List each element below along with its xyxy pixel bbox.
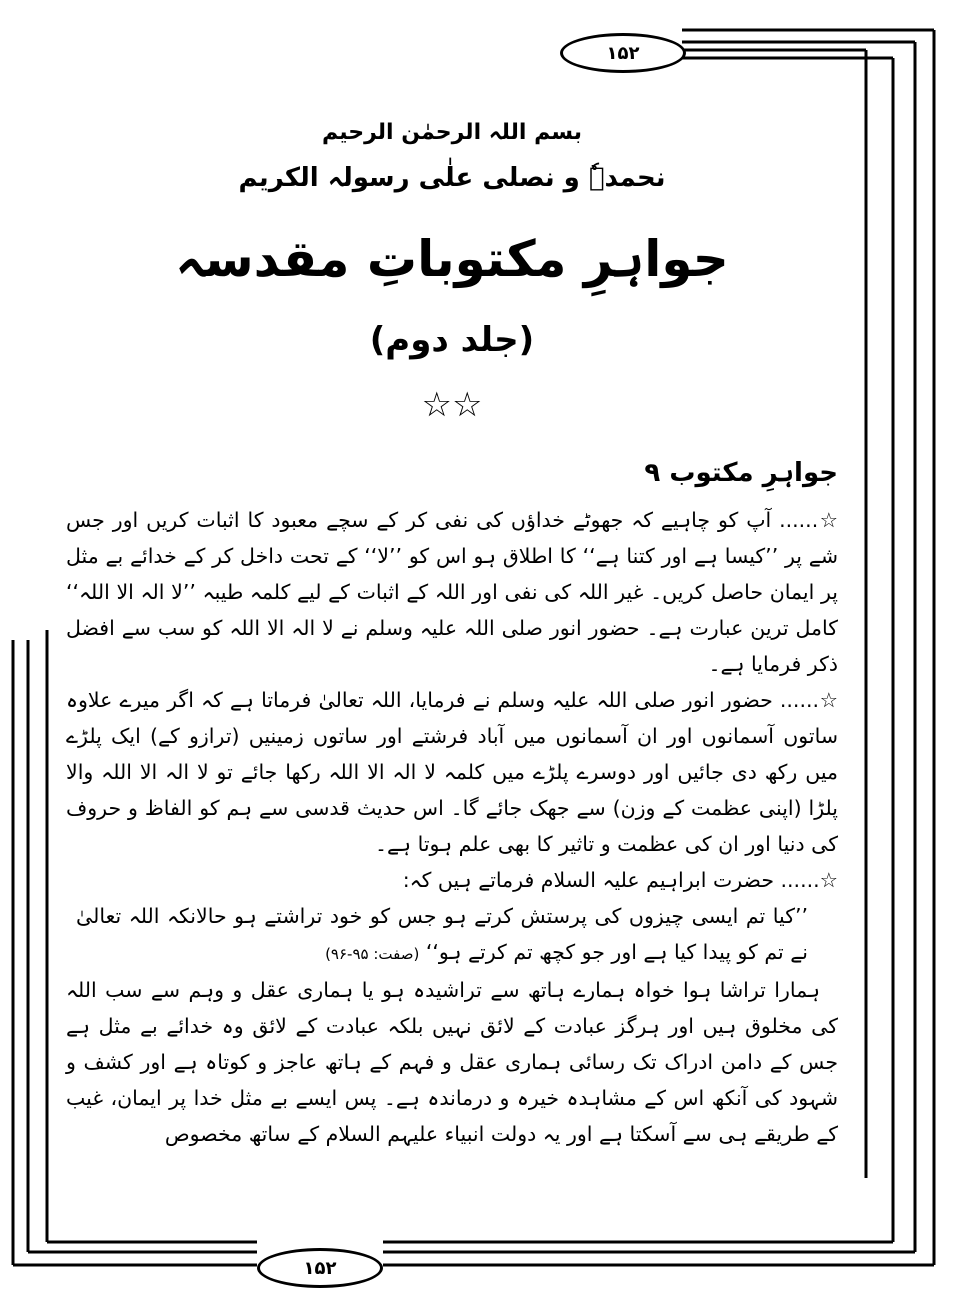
closing-paragraph: ہمارا تراشا ہوا خواہ ہمارے ہاتھ سے تراشیدہ ہو یا ہماری عقل و وہم سے سب اللہ کی مخلوق ہیں اور ہرگز عبادت کے لائق نہیں بلکہ عبادت کے لائق وہ خدائے بے مثل ہے جس کے دامن ادراک تک رسائی ہماری عقل و فہم کے ہاتھ عاجز و کوتاہ ہے اور کشف و شہود کی آنکھ اس کے مشاہدہ خیرہ و درماندہ ہے۔ پس ایسے بے مثل خدا پر ایمان، غیب کے طریقے ہی سے آسکتا ہے اور یہ دولت انبیاء علیہم السلام کے ساتھ مخصوص bbox=[66, 978, 838, 1146]
basmala: بسم اللہ الرحمٰن الرحیم bbox=[321, 120, 582, 145]
book-title: جواہرِ مکتوباتِ مقدسہ bbox=[175, 230, 729, 288]
paragraph: ☆...... آپ کو چاہیے کہ جھوٹے خداؤں کی نفی کر کے سچے معبود کا اثبات کریں اور جس شے پر ’’کیسا ہے اور کتنا ہے‘‘ کا اطلاق ہو اس کو ’’لا‘‘ کے تحت داخل کر کے خدائے بے مثل پر ایمان حاصل کریں۔ غیر اللہ کی نفی اور اللہ کے اثبات کے لیے کلمہ طیبہ ’’لا الہ الا اللہ‘‘ کامل ترین عبارت ہے۔ حضور انور صلی اللہ علیہ وسلم نے لا الہ الا اللہ کو سب سے افضل ذکر فرمایا ہے۔ bbox=[66, 508, 838, 676]
page-number-bottom: ۱۵۲ bbox=[257, 1248, 383, 1288]
doxology: نحمدہٗ و نصلی علٰی رسولہ الکریم bbox=[238, 163, 666, 193]
page-number-top: ۱۵۲ bbox=[560, 33, 686, 73]
quote-text: ’’کیا تم ایسی چیزوں کی پرستش کرتے ہو جس کو خود تراشتے ہو حالانکہ اللہ تعالیٰ نے تم کو پیدا کیا ہے اور جو کچھ تم کرتے ہو‘‘ bbox=[76, 904, 808, 964]
paragraph: ☆...... حضرت ابراہیم علیہ السلام فرماتے ہیں کہ: bbox=[402, 868, 838, 892]
star-ornament: ☆☆ bbox=[421, 385, 483, 425]
quote bbox=[66, 898, 838, 972]
volume-label: (جلد دوم) bbox=[369, 320, 535, 360]
paragraph: ☆...... حضور انور صلی اللہ علیہ وسلم نے فرمایا، اللہ تعالیٰ فرماتا ہے کہ اگر میرے علاوہ ساتوں آسمانوں اور ان آسمانوں میں آباد فرشتے اور ساتوں زمینیں (ترازو کے) ایک پلڑے میں رکھ دی جائیں اور دوسرے پلڑے میں کلمہ لا الہ الا اللہ رکھا جائے تو لا الہ الا اللہ والا پلڑا (اپنی عظمت کے وزن) سے جھک جائے گا۔ اس حدیث قدسی سے ہم کو الفاظ و حروف کی دنیا اور ان کی عظمت و تاثیر کا بھی علم ہوتا ہے۔ bbox=[66, 688, 838, 856]
letter-title: جواہرِ مکتوب ۹ bbox=[644, 458, 838, 488]
letter-body bbox=[66, 502, 838, 1152]
quote-reference: (صفت: ۹۵-۹۶) bbox=[325, 945, 420, 963]
